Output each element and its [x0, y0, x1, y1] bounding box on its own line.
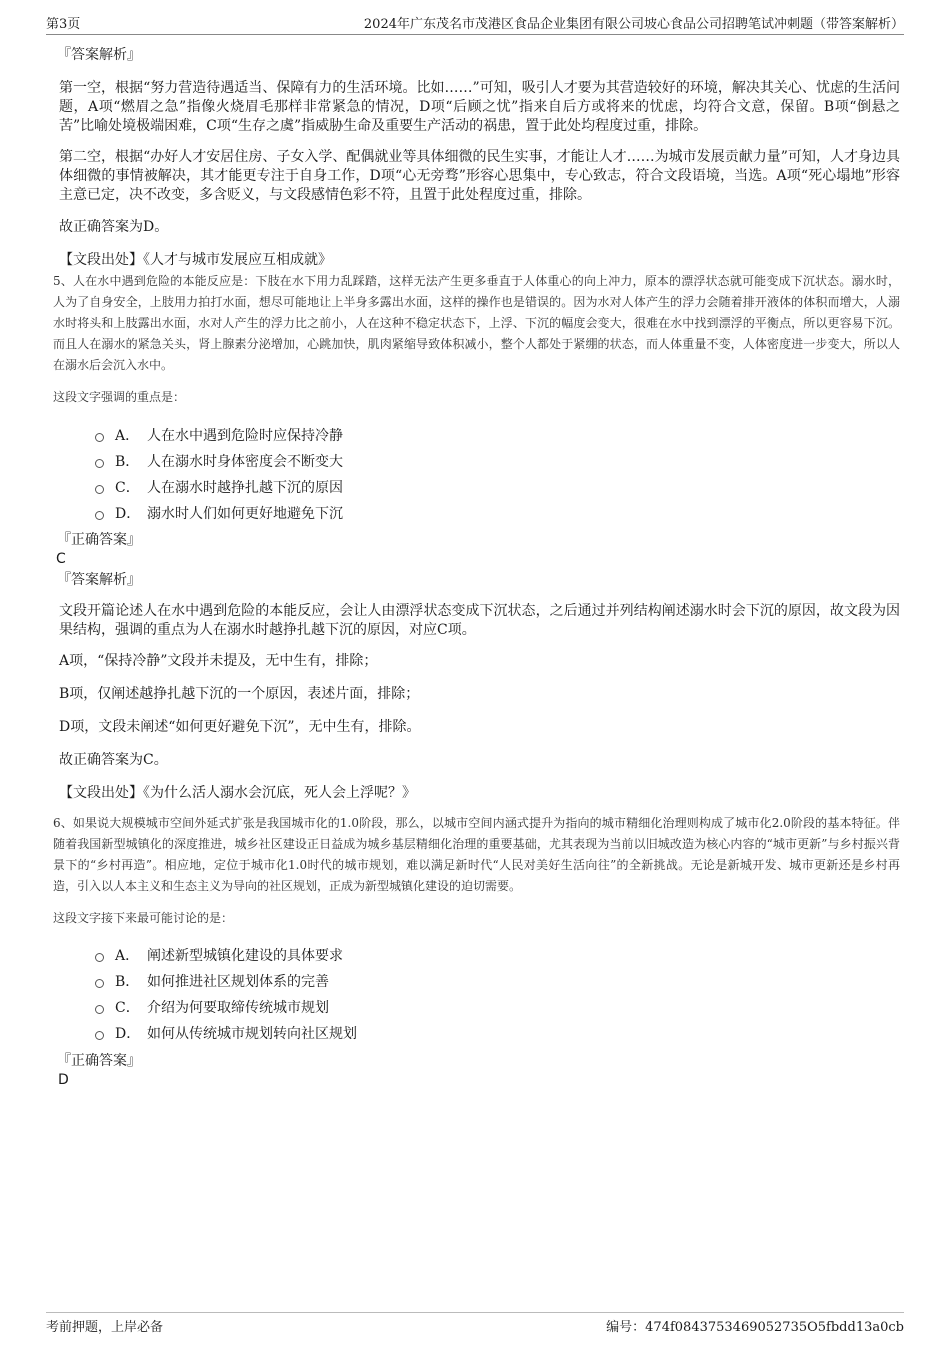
analysis-paragraph: 第二空，根据“办好人才安居住房、子女入学、配偶就业等具体细微的民生实事，才能让人才……为城市发展贡献力量”可知，人才身边具体细微的事情被解决，其才能更专注于自身工作，D项“心无旁骛”形容心思集中，专心致志，符合文段语境，当选。A项“死心塌地”形容主意已定，决不改变，多含贬义，与文段感情色彩不符，且置于此处程度过重，排除。 — [59, 149, 900, 203]
option-b[interactable] — [95, 448, 900, 474]
option-c[interactable] — [95, 994, 900, 1020]
main-content — [55, 45, 900, 1089]
option-a[interactable] — [95, 422, 900, 448]
footer-slogan: 考前押题，上岸必备 — [46, 1320, 164, 1335]
document-id: 编号：474f0843753469052735O5fbdd13a0cb — [606, 1320, 904, 1335]
option-text: 介绍为何要取缔传统城市规划 — [147, 1000, 329, 1016]
radio-button[interactable] — [95, 511, 104, 520]
analysis-paragraph: 第一空，根据“努力营造待遇适当、保障有力的生活环境。比如……”可知，吸引人才要为其营造较好的环境，解决其关心、忧虑的生活问题，A项“燃眉之急”指像火烧眉毛那样非常紧急的情况，D项“后顾之忧”指来自后方或将来的忧虑，均符合文意，保留。B项“倒悬之苦”比喻处境极端困难，C项“生存之虞”指威胁生命及重要生产活动的祸患，置于此处均程度过重，排除。 — [59, 80, 900, 134]
radio-button[interactable] — [95, 485, 104, 494]
analysis-paragraph: 文段开篇论述人在水中遇到危险的本能反应，会让人由漂浮状态变成下沉状态，之后通过并列结构阐述溺水时会下沉的原因，故文段为因果结构，强调的重点为人在溺水时越挣扎越下沉的原因，对应C项。 — [59, 603, 900, 638]
analysis-label: 『答案解析』 — [57, 47, 141, 63]
option-text: 人在溺水时越挣扎越下沉的原因 — [147, 480, 343, 496]
option-letter: C． — [115, 1000, 140, 1016]
question-6-text: 6、如果说大规模城市空间外延式扩张是我国城市化的1.0阶段，那么，以城市空间内涵式提升为指向的城市精细化治理则构成了城市化2.0阶段的基本特征。伴随着我国新型城镇化的深度推进，城乡社区建设正日益成为城乡基层精细化治理的重要基础，尤其表现为当前以旧城改造为核心内容的“城市更新”与乡村振兴背景下的“乡村再造”。相应地，定位于城市化1.0时代的城市规划，难以满足新时代“人民对美好生活向往”的全新挑战。无论是新城开发、城市更新还是乡村再造，引入以人本主义和生态主义为导向的社区规划，正成为新型城镇化建设的迫切需要。 — [53, 816, 900, 893]
option-letter: A． — [115, 948, 140, 964]
option-letter: D． — [115, 1026, 141, 1042]
page-number: 第3页 — [46, 17, 81, 32]
analysis-paragraph: B项，仅阐述越挣扎越下沉的一个原因，表述片面，排除； — [59, 686, 420, 702]
document-title: 2024年广东茂名市茂港区食品企业集团有限公司坡心食品公司招聘笔试冲刺题（带答案解析） — [363, 17, 904, 32]
source-citation: 【文段出处】《为什么活人溺水会沉底，死人会上浮呢？》 — [59, 785, 416, 801]
option-b[interactable] — [95, 968, 900, 994]
analysis-paragraph: D项，文段未阐述“如何更好避免下沉”，无中生有，排除。 — [59, 719, 421, 735]
question-5-text: 5、人在水中遇到危险的本能反应是：下肢在水下用力乱踩踏，这样无法产生更多垂直于人体重心的向上冲力，原本的漂浮状态就可能变成下沉状态。溺水时，人为了自身安全，上肢用力拍打水面，想尽可能地让上半身多露出水面，这样的操作也是错误的。因为水对人体产生的浮力会随着排开液体的体积而增大，人溺水时将头和上肢露出水面，水对人产生的浮力比之前小，人在这种不稳定状态下，上浮、下沉的幅度会变大，很难在水中找到漂浮的平衡点，所以更容易下沉。而且人在溺水的紧急关头，肾上腺素分泌增加，心跳加快，肌肉紧缩导致体积减小，整个人都处于紧绷的状态，而人体重量不变，人体密度进一步变大，所以人在溺水后会沉入水中。 — [53, 274, 900, 372]
option-d[interactable] — [95, 1020, 900, 1046]
radio-button[interactable] — [95, 1031, 104, 1040]
option-letter: A． — [115, 428, 140, 444]
option-text: 如何从传统城市规划转向社区规划 — [147, 1026, 357, 1042]
analysis-label: 『答案解析』 — [57, 572, 141, 588]
correct-answer-label: 『正确答案』 — [57, 532, 141, 548]
source-citation: 【文段出处】《人才与城市发展应互相成就》 — [59, 252, 332, 268]
radio-button[interactable] — [95, 1005, 104, 1014]
radio-button[interactable] — [95, 459, 104, 468]
option-d[interactable] — [95, 500, 900, 526]
option-text: 阐述新型城镇化建设的具体要求 — [147, 948, 343, 964]
analysis-paragraph: A项，“保持冷静”文段并未提及，无中生有，排除； — [59, 653, 378, 669]
correct-answer-label: 『正确答案』 — [57, 1053, 141, 1069]
question-5-options — [55, 422, 900, 526]
analysis-conclusion: 故正确答案为D。 — [59, 219, 169, 235]
option-letter: B． — [115, 454, 140, 470]
correct-answer: D — [58, 1072, 69, 1088]
question-6-prompt: 这段文字接下来最可能讨论的是： — [53, 911, 234, 925]
question-6-options — [55, 942, 900, 1046]
option-c[interactable] — [95, 474, 900, 500]
option-text: 人在水中遇到危险时应保持冷静 — [147, 428, 343, 444]
analysis-conclusion: 故正确答案为C。 — [59, 752, 168, 768]
question-5-prompt: 这段文字强调的重点是： — [53, 390, 186, 404]
option-letter: C． — [115, 480, 140, 496]
option-text: 如何推进社区规划体系的完善 — [147, 974, 329, 990]
option-a[interactable] — [95, 942, 900, 968]
option-letter: D． — [115, 506, 141, 522]
option-text: 人在溺水时身体密度会不断变大 — [147, 454, 343, 470]
radio-button[interactable] — [95, 979, 104, 988]
correct-answer: C — [56, 551, 66, 567]
page-footer — [46, 1312, 904, 1335]
radio-button[interactable] — [95, 433, 104, 442]
option-text: 溺水时人们如何更好地避免下沉 — [147, 506, 343, 522]
radio-button[interactable] — [95, 953, 104, 962]
page-header — [46, 12, 904, 35]
option-letter: B． — [115, 974, 140, 990]
